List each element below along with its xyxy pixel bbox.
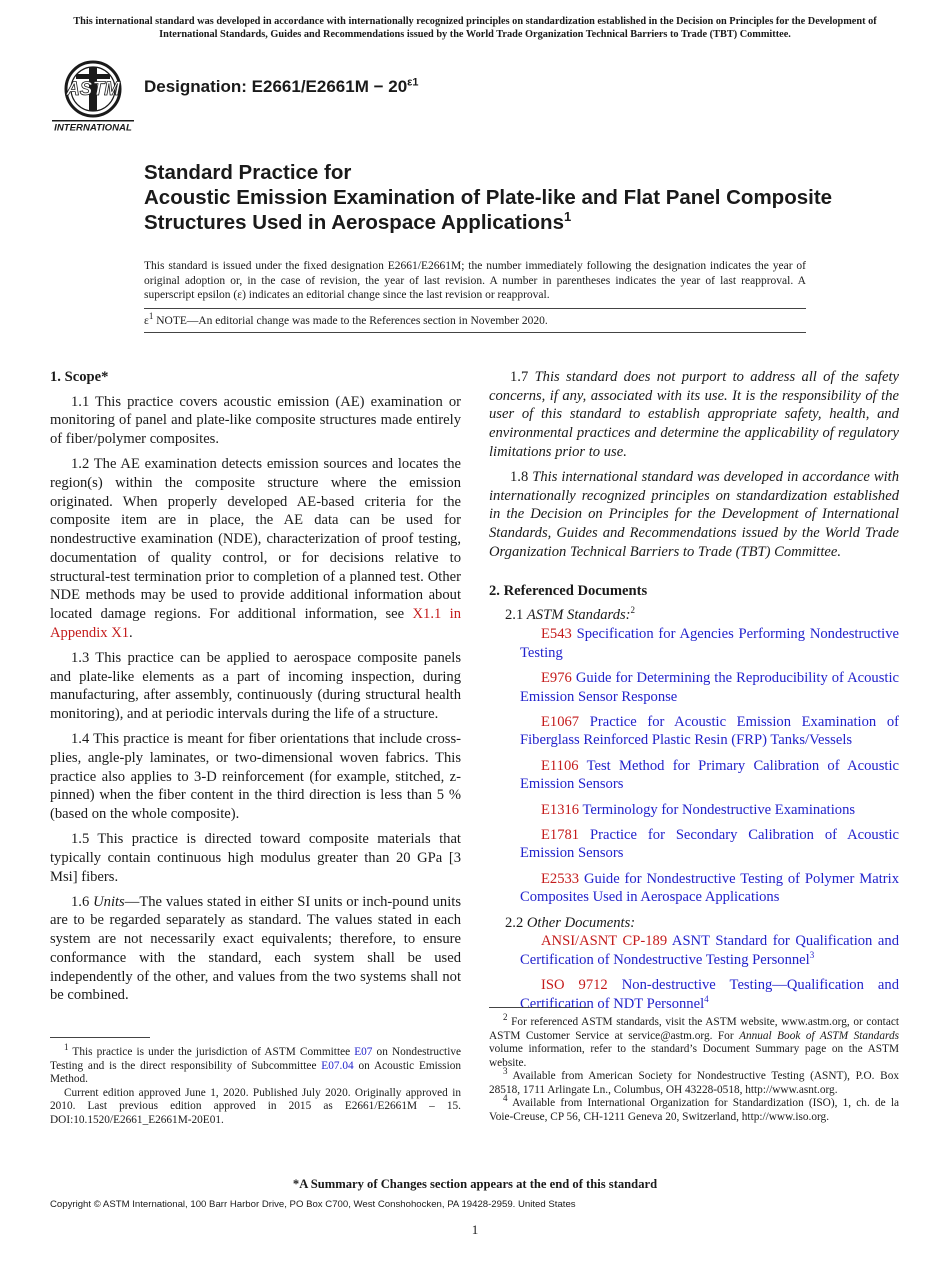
astm-logo-icon — [52, 60, 134, 132]
reference-code-link[interactable]: E1781 — [541, 826, 580, 843]
title-line-2: Acoustic Emission Examination of Plate-like and Flat Panel Composite Structures Used in Aerospace Applications$^1$ — [144, 186, 833, 234]
paragraph-1-8: 1.8 This international standard was developed in accordance with internationally recognized principles on standardization established in the Decision on Principles for the Development of International Standards, Guides and Recommendations issued by the World Trade Organization Technical Barriers to Trade (TBT) Committee. — [489, 469, 900, 560]
divider — [144, 332, 806, 333]
referenced-documents-heading: 2. Referenced Documents — [489, 582, 648, 599]
title-line-1: Standard Practice for — [144, 161, 352, 184]
footnotes-right — [489, 1012, 899, 1124]
reference-code-link[interactable]: ANSI/ASNT CP-189 — [541, 933, 668, 950]
link-appendix-x1[interactable]: Appendix X1 — [50, 624, 130, 641]
reference-title-link[interactable]: ASNT Standard for Qualification and Certification of Nondestructive Testing Personnel — [520, 933, 899, 968]
paragraph-1-4: 1.4 This practice is meant for fiber orientations that include cross-plies, angle-ply laminates, or two-dimensional woven fabrics. This practice also applies to 3-D reinforcement (for example, stitched, z-pinned) when the fiber content in the third direction is less than 5 % (based on the whole composite). — [50, 731, 461, 822]
reference-title-link[interactable]: Guide for Nondestructive Testing of Polymer Matrix Composites Used in Aerospace Applications — [520, 870, 899, 906]
link-e07[interactable]: E07 — [354, 1046, 373, 1058]
reference-code-link[interactable]: E1316 — [541, 801, 580, 818]
logo-letters: ASTM — [66, 79, 120, 100]
reference-item — [489, 713, 899, 750]
left-column — [50, 368, 461, 1012]
reference-item — [489, 932, 899, 969]
paragraph-1-7: 1.7 This standard does not purport to address all of the safety concerns, if any, associated with its use. It is the responsibility of the user of this standard to establish appropriate safety, health, and environmental practices and determine the applicability of regulatory limitations prior to use. — [489, 369, 899, 460]
reference-title-link[interactable]: Specification for Agencies Performing Nondestructive Testing — [520, 625, 899, 661]
designation: Designation: $E2661/E2661M - 20^{\varepsilon 1}$ — [144, 76, 419, 96]
reference-code-link[interactable]: E2533 — [541, 870, 580, 887]
title-footnote-mark: 1 — [563, 209, 572, 225]
reference-title-link[interactable]: Practice for Acoustic Emission Examination of Fiberglass Reinforced Plastic Resin (FRP) Tanks/Vessels — [520, 713, 899, 749]
other-reference-list — [489, 932, 899, 1013]
astm-standards-label: 2.1 ASTM Standards:$^2$ — [505, 605, 636, 624]
reference-code-link[interactable]: E976 — [541, 669, 572, 686]
footnote-2: $^2$ For referenced ASTM standards, visit the ASTM website, www.astm.org, or contact ASTM Customer Service at service@astm.org. For Annual Book of ASTM Standards volume information, refer to the standard’s Document Summary page on the ASTM website. — [489, 1012, 899, 1069]
reference-code-link[interactable]: E1067 — [541, 713, 580, 730]
astm-logo — [52, 60, 134, 132]
reference-code-link[interactable]: E543 — [541, 625, 572, 642]
footnotes-left — [50, 1042, 462, 1127]
paragraph-1-6: 1.6 Units—The values stated in either SI units or inch-pound units are to be regarded separately as standard. The values stated in each system are not necessarily exact equivalents; therefore, to ensure conformance with the standard, each system shall be used independently of the other, and values from the two systems shall not be combined. — [50, 893, 461, 1004]
footnote-3: $^3$ Available from American Society for Nondestructive Testing (ASNT), P.O. Box 28518, 1711 Arlingate Ln., Columbus, OH 43228-0518, http://www.asnt.org. — [489, 1066, 899, 1096]
footnote-rule — [50, 1037, 150, 1038]
document-title — [144, 160, 844, 235]
paragraph-1-2: 1.2 The AE examination detects emission sources and locates the region(s) within the composite structure where the emission originated. When properly developed AE-based criteria for the composite item are in place, the AE data can be used for nondestructive examination (NDE), characterization of proof testing, documentation of quality control, or for decisions relative to structural-test termination prior to completion of a planned test. Other NDE methods may be used to provide additional information about located damage regions. For additional information, see X1.1 in Appendix X1. — [50, 456, 461, 641]
footnote-rule — [489, 1007, 589, 1008]
copyright: Copyright © ASTM International, 100 Barr Harbor Drive, PO Box C700, West Conshohocken, PA 19428-2959. United States — [50, 1199, 576, 1210]
footnote-4: $^4$ Available from International Organization for Standardization (ISO), 1, ch. de la Voie-Creuse, CP 56, CH-1211 Geneva 20, Switzerland, http://www.iso.org. — [489, 1093, 899, 1123]
other-documents-label: 2.2 Other Documents: — [505, 914, 636, 931]
footnote-1: $^1$ This practice is under the jurisdiction of ASTM Committee E07 on Nondestructive Testing and is the direct responsibility of Subcommittee E07.04 on Acoustic Emission Method. — [50, 1042, 462, 1085]
reference-title-link[interactable]: Guide for Determining the Reproducibility of Acoustic Emission Sensor Response — [520, 669, 899, 705]
right-column — [489, 368, 899, 1020]
summary-of-changes-note: *A Summary of Changes section appears at the end of this standard — [292, 1177, 658, 1191]
paragraph-1-3: 1.3 This practice can be applied to aerospace composite panels and plate-like elements as a part of incoming inspection, during manufacturing, after assembly, continuously (during structural health monitoring), and at periodic intervals during the life of a structure. — [50, 649, 461, 722]
astm-reference-list — [489, 625, 899, 907]
reference-title-link[interactable]: Non-destructive Testing—Qualification and Certification of NDT Personnel — [520, 977, 899, 1012]
epsilon-note: $\varepsilon^1$ NOTE—An editorial change was made to the References section in November 2020. — [144, 311, 548, 327]
reference-item — [489, 625, 899, 662]
reference-item — [489, 801, 899, 820]
paragraph-1-1: 1.1 This practice covers acoustic emission (AE) examination or monitoring of panel and plate-like composite structures made entirely of fiber/polymer composites. — [50, 393, 461, 448]
reference-item — [489, 826, 899, 863]
reference-code-link[interactable]: E1106 — [541, 757, 579, 774]
reference-footnote-mark: 4 — [704, 994, 709, 1005]
designation-epsilon: ε1 — [407, 76, 419, 89]
reference-item — [489, 870, 899, 907]
divider — [144, 308, 806, 309]
link-e07-04[interactable]: E07.04 — [321, 1059, 354, 1072]
page-number: 1 — [471, 1222, 479, 1237]
link-x1-1[interactable]: X1.1 — [412, 605, 442, 622]
reference-item — [489, 757, 899, 794]
logo-wordmark: INTERNATIONAL — [54, 122, 132, 132]
reference-item — [489, 669, 899, 706]
issued-note: This standard is issued under the fixed designation E2661/E2661M; the number immediately following the designation indicates the year of original adoption or, in the case of revision, the year of last revision. A number in parentheses indicates the year of last reapproval. A superscript epsilon (ε) indicates an editorial change since the last revision or reapproval. — [144, 260, 806, 301]
scope-heading: 1. Scope* — [50, 369, 109, 385]
reference-code-link[interactable]: ISO 9712 — [541, 977, 608, 994]
reference-title-link[interactable]: Test Method for Primary Calibration of Acoustic Emission Sensors — [520, 757, 899, 793]
footnote-1-edition: Current edition approved June 1, 2020. Published July 2020. Originally approved in 2010. Last previous edition approved in 2015 as E2661/E2661M – 15. DOI:10.1520/E2661_E2661M-20E01. — [50, 1086, 461, 1126]
reference-title-link[interactable]: Practice for Secondary Calibration of Acoustic Emission Sensors — [520, 826, 899, 862]
top-note: This international standard was developed in accordance with internationally recognized principles on standardization established in the Decision on Principles for the Development of International Standards, Guides and Recommendations issued by the World Trade Organization Technical Barriers to Trade (TBT) Committee. — [73, 16, 877, 40]
reference-footnote-mark: 3 — [809, 950, 815, 961]
reference-title-link[interactable]: Terminology for Nondestructive Examinations — [582, 801, 856, 818]
paragraph-1-5: 1.5 This practice is directed toward composite materials that typically contain continuous high modulus greater than 20 GPa [3 Msi] fibers. — [50, 831, 461, 885]
